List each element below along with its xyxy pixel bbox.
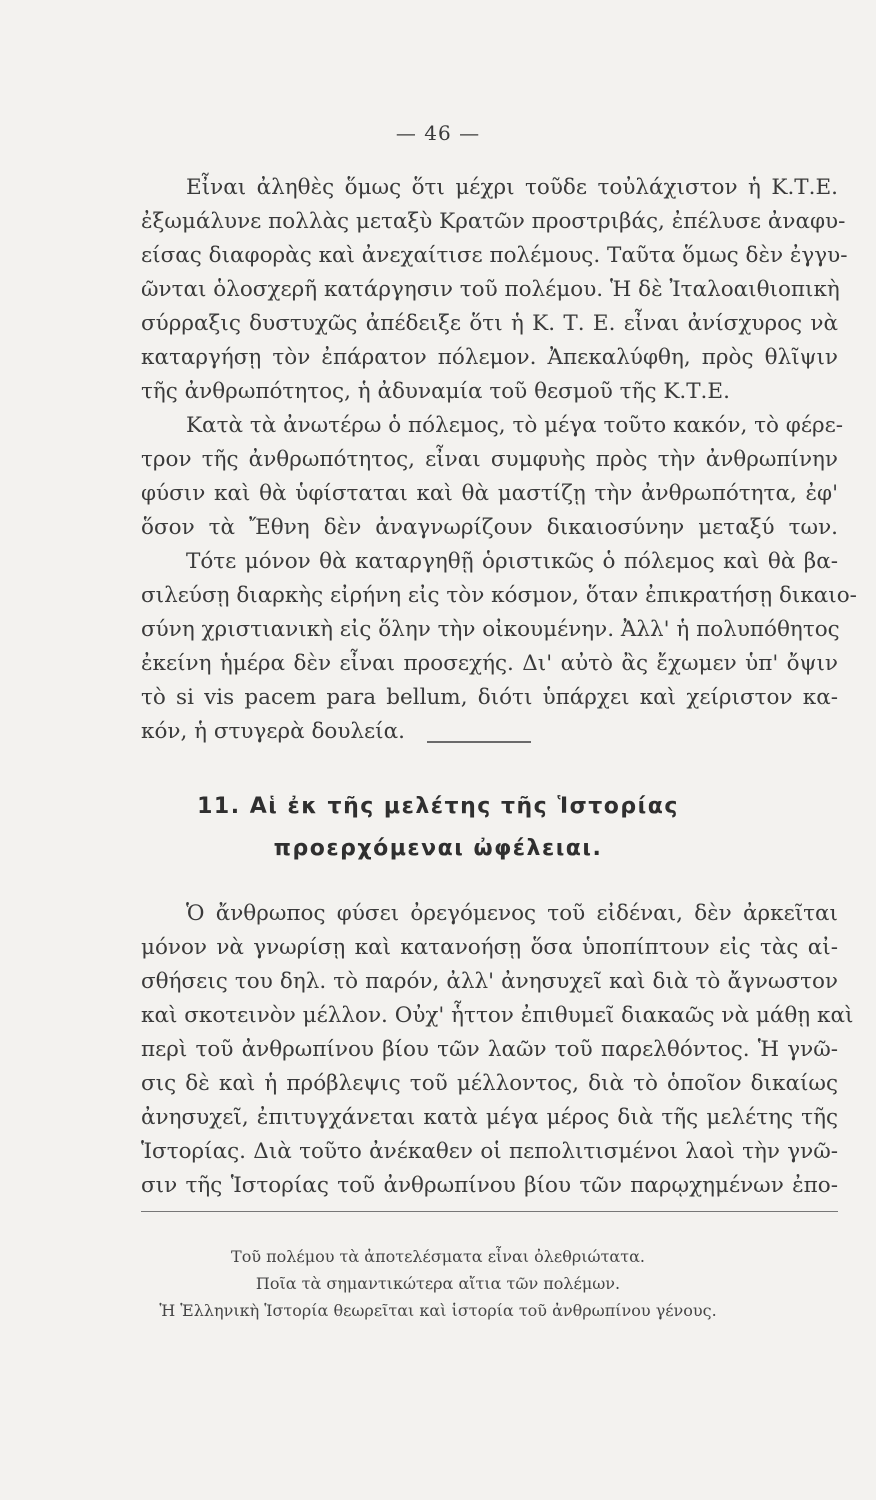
- text-line: μόνον νὰ γνωρίσῃ καὶ κατανοήσῃ ὅσα ὑποπίπτουν εἰς τὰς αἰ-: [141, 935, 838, 960]
- text-line: ἐκείνη ἡμέρα δὲν εἶναι προσεχής. Δι' αὐτὸ ἂς ἔχωμεν ὑπ' ὄψιν: [141, 651, 838, 676]
- text-line: Τότε μόνον θὰ καταργηθῇ ὁριστικῶς ὁ πόλεμος καὶ θὰ βα-: [186, 549, 838, 574]
- text-line: περὶ τοῦ ἀνθρωπίνου βίου τῶν λαῶν τοῦ παρελθόντος. Ἡ γνῶ-: [141, 1037, 838, 1062]
- footnote-line: Τοῦ πολέμου τὰ ἀποτελέσματα εἶναι ὀλεθριώτατα.: [231, 1247, 645, 1266]
- text-line: σις δὲ καὶ ἡ πρόβλεψις τοῦ μέλλοντος, διὰ τὸ ὁποῖον δικαίως: [141, 1071, 838, 1096]
- text-line: Κατὰ τὰ ἀνωτέρω ὁ πόλεμος, τὸ μέγα τοῦτο κακόν, τὸ φέρε-: [186, 413, 844, 438]
- section-divider: [427, 741, 531, 743]
- footnote-line: Ἡ Ἑλληνικὴ Ἱστορία θεωρεῖται καὶ ἱστορία τοῦ ἀνθρωπίνου γένους.: [159, 1301, 717, 1320]
- text-line: ὅσον τὰ Ἔθνη δὲν ἀναγνωρίζουν δικαιοσύνην μεταξύ των.: [141, 515, 838, 540]
- footnote-line: Ποῖα τὰ σημαντικώτερα αἴτια τῶν πολέμων.: [255, 1274, 621, 1293]
- text-line: σύρραξις δυστυχῶς ἀπέδειξε ὅτι ἡ Κ. Τ. Ε. εἶναι ἀνίσχυρος νὰ: [141, 311, 838, 336]
- text-line: καὶ σκοτεινὸν μέλλον. Οὐχ' ἧττον ἐπιθυμεῖ διακαῶς νὰ μάθῃ καὶ: [141, 1003, 854, 1028]
- text-line: σύνη χριστιανικὴ εἰς ὅλην τὴν οἰκουμένην. Ἀλλ' ἡ πολυπόθητος: [141, 617, 840, 642]
- text-line: τὸ si vis pacem para bellum, διότι ὑπάρχει καὶ χείριστον κα-: [141, 685, 838, 710]
- text-line: σιλεύσῃ διαρκὴς εἰρήνη εἰς τὸν κόσμον, ὅταν ἐπικρατήσῃ δικαιο-: [141, 583, 857, 608]
- footnote-rule: [141, 1211, 838, 1212]
- text-line: κόν, ἡ στυγερὰ δουλεία.: [141, 719, 405, 744]
- text-line: Ὁ ἄνθρωπος φύσει ὀρεγόμενος τοῦ εἰδέναι, δὲν ἀρκεῖται: [186, 901, 838, 926]
- text-line: είσας διαφορὰς καὶ ἀνεχαίτισε πολέμους. Ταῦτα ὅμως δὲν ἐγγυ-: [141, 243, 848, 268]
- section-heading: 11. Αἱ ἐκ τῆς μελέτης τῆς Ἱστορίας: [197, 794, 679, 819]
- text-line: Εἶναι ἀληθὲς ὅμως ὅτι μέχρι τοῦδε τοὐλάχιστον ἡ Κ.Τ.Ε.: [186, 175, 838, 200]
- text-line: σιν τῆς Ἱστορίας τοῦ ἀνθρωπίνου βίου τῶν παρῳχημένων ἐπο-: [141, 1173, 838, 1198]
- text-line: Ἱστορίας. Διὰ τοῦτο ἀνέκαθεν οἱ πεπολιτισμένοι λαοὶ τὴν γνῶ-: [141, 1139, 838, 1164]
- text-line: τῆς ἀνθρωπότητος, ἡ ἀδυναμία τοῦ θεσμοῦ τῆς Κ.Τ.Ε.: [141, 379, 730, 404]
- section-heading-continued: προερχόμεναι ὠφέλειαι.: [273, 836, 603, 861]
- text-line: ἐξωμάλυνε πολλὰς μεταξὺ Κρατῶν προστριβάς, ἐπέλυσε ἀναφυ-: [141, 209, 846, 234]
- page-number: — 46 —: [395, 121, 481, 145]
- text-line: καταργήσῃ τὸν ἐπάρατον πόλεμον. Ἀπεκαλύφθη, πρὸς θλῖψιν: [141, 345, 838, 370]
- text-line: φύσιν καὶ θὰ ὑφίσταται καὶ θὰ μαστίζῃ τὴν ἀνθρωπότητα, ἐφ': [141, 481, 838, 506]
- text-line: τρον τῆς ἀνθρωπότητος, εἶναι συμφυὴς πρὸς τὴν ἀνθρωπίνην: [141, 447, 838, 472]
- text-line: ῶνται ὁλοσχερῆ κατάργησιν τοῦ πολέμου. Ἡ δὲ Ἰταλοαιθιοπικὴ: [141, 277, 840, 302]
- text-line: σθήσεις του δηλ. τὸ παρόν, ἀλλ' ἀνησυχεῖ καὶ διὰ τὸ ἄγνωστον: [141, 969, 838, 994]
- text-line: ἀνησυχεῖ, ἐπιτυγχάνεται κατὰ μέγα μέρος διὰ τῆς μελέτης τῆς: [141, 1105, 838, 1130]
